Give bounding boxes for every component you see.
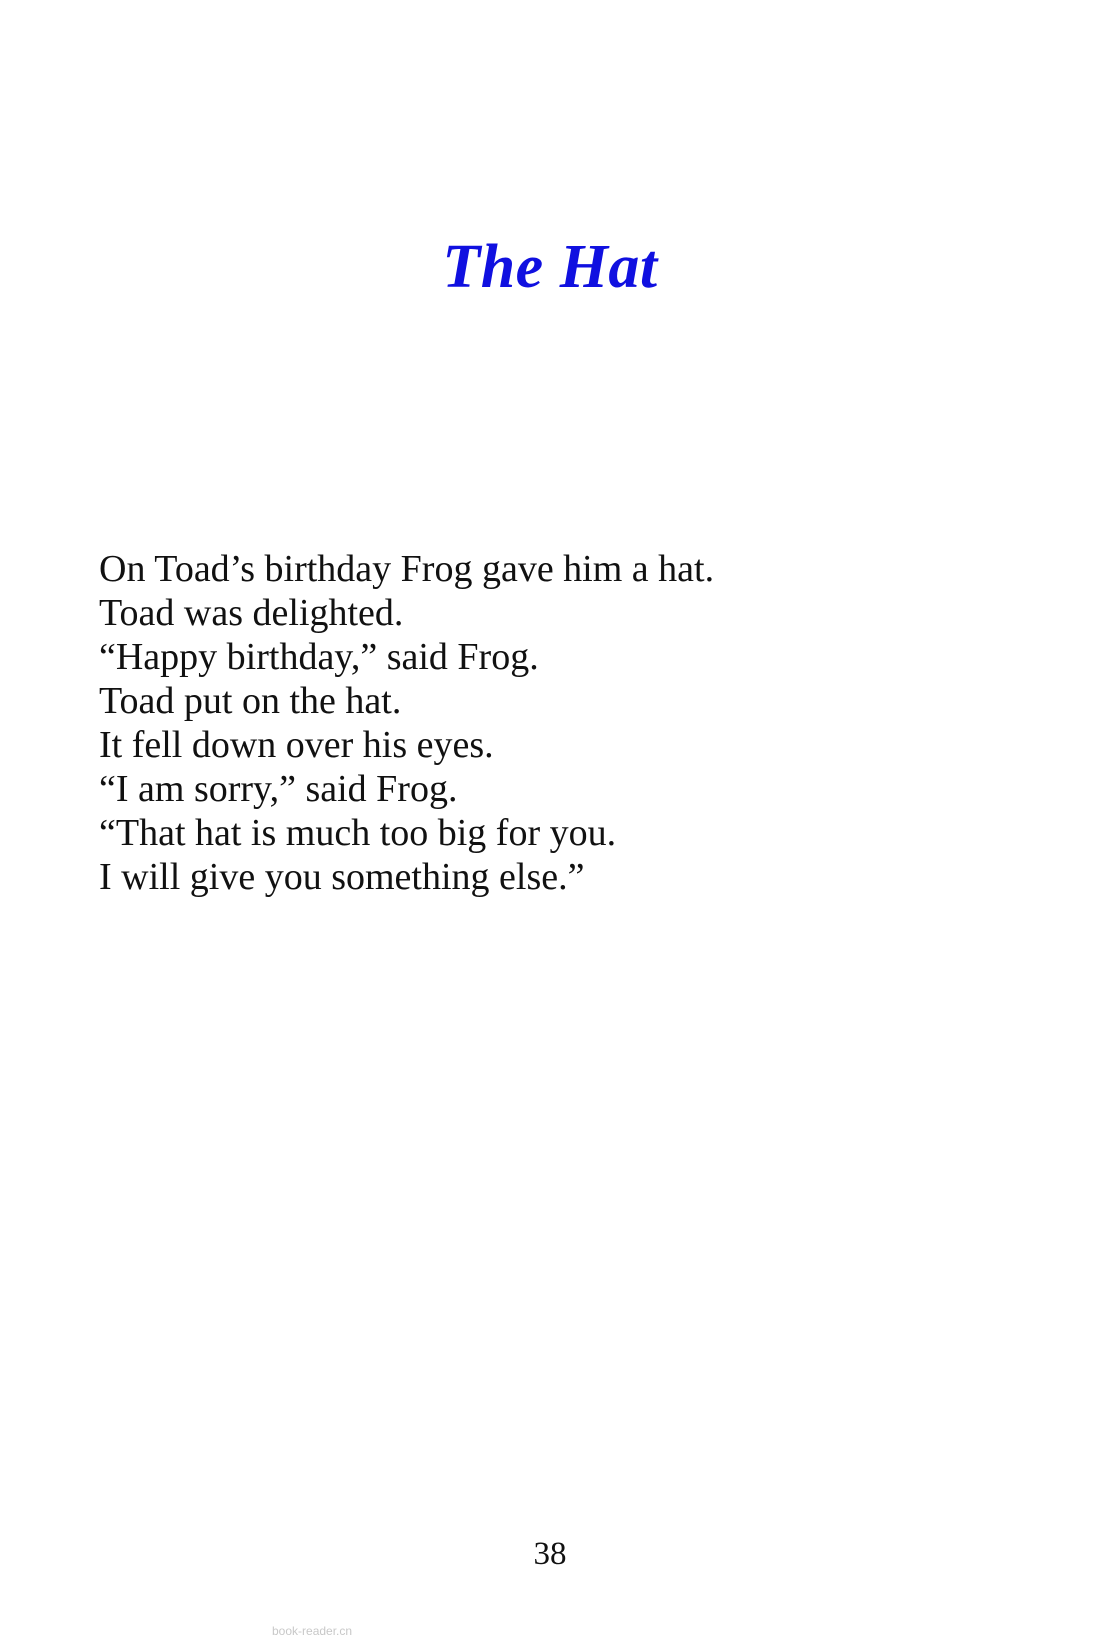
story-line: Toad was delighted. — [99, 592, 404, 634]
story-line: “I am sorry,” said Frog. — [99, 768, 458, 810]
story-title: The Hat — [442, 233, 658, 301]
watermark-text: book-reader.cn — [272, 1624, 353, 1638]
story-line: “Happy birthday,” said Frog. — [99, 636, 539, 678]
story-line: On Toad’s birthday Frog gave him a hat. — [99, 548, 715, 590]
story-text — [99, 547, 999, 899]
story-line: “That hat is much too big for you. — [99, 812, 617, 854]
page-number: 38 — [533, 1536, 567, 1572]
story-line: I will give you something else.” — [99, 856, 585, 898]
story-line: Toad put on the hat. — [99, 680, 402, 722]
story-line: It fell down over his eyes. — [99, 724, 494, 766]
